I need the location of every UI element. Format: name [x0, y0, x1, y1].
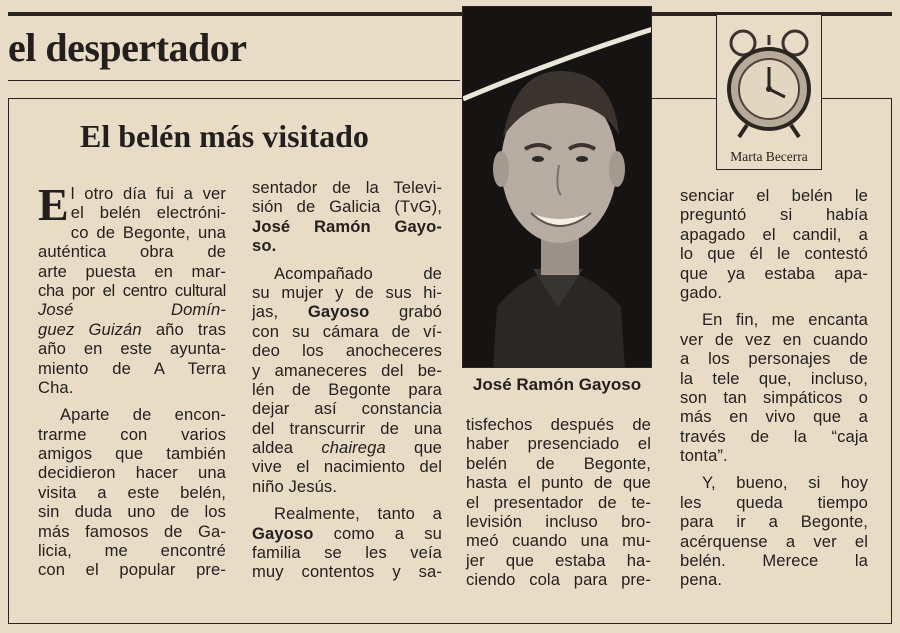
body-line: Realmente, tanto a	[274, 504, 442, 524]
body-line: sión de Galicia (TvG),	[252, 197, 442, 217]
body-line: cha por el centro cultural	[38, 280, 226, 300]
body-line: deo los anocheceres	[252, 341, 442, 361]
photo-caption: José Ramón Gayoso	[472, 375, 642, 394]
portrait-illustration	[463, 7, 652, 368]
body-line: vive el nacimiento del	[252, 457, 442, 477]
body-line: visita a este belén,	[38, 482, 226, 502]
body-line: hasta el punto de que	[466, 473, 651, 493]
body-line: tonta”.	[680, 446, 728, 466]
body-line: gado.	[680, 282, 723, 302]
body-line: más famosos de Ga-	[38, 521, 226, 541]
body-line: el presentador de te-	[466, 492, 651, 512]
body-line: guez Guizán año tras	[38, 319, 226, 339]
body-line: les queda tiempo	[680, 492, 868, 512]
body-line: belén de Begonte,	[466, 453, 651, 473]
author-name: Marta Becerra	[730, 149, 808, 164]
section-rule	[8, 80, 460, 81]
body-line: Acompañado de	[274, 263, 442, 283]
body-line: Cha.	[38, 377, 74, 397]
body-line: lén de Begonte para	[252, 379, 442, 399]
body-line: la tele que, incluso,	[680, 368, 868, 388]
body-line: co de Begonte, una	[70, 222, 226, 242]
section-title: el despertador	[8, 25, 247, 70]
body-line: José Domín-	[38, 300, 226, 320]
body-line: aldea chairega que	[252, 438, 442, 458]
body-line: tisfechos después de	[466, 415, 651, 434]
body-line: apagado el candil, a	[680, 224, 868, 244]
body-line: dejar así constancia	[252, 399, 442, 419]
body-line: que ya estaba apa-	[680, 263, 868, 283]
body-line: l otro día fui a ver	[70, 184, 226, 203]
body-line: y amaneceres del be-	[252, 360, 442, 380]
body-line: con su cámara de ví-	[252, 321, 442, 341]
article-column-3	[466, 415, 651, 590]
body-line: jer que estaba ha-	[466, 550, 651, 570]
body-line: Y, bueno, si hoy	[702, 473, 868, 493]
body-line: pena.	[680, 570, 723, 590]
body-line: lo que él le contestó	[680, 244, 868, 264]
body-line: belén. Merece la	[680, 551, 868, 571]
column-logo-box	[716, 14, 822, 170]
body-line: familia se les veía	[252, 543, 442, 563]
body-line: licia, me encontré	[38, 541, 226, 561]
body-line: jas, Gayoso grabó	[252, 302, 442, 322]
body-line: senciar el belén le	[680, 186, 868, 205]
body-line: haber presenciado el	[466, 434, 651, 454]
body-line: ciendo cola para pre-	[466, 570, 651, 590]
body-line: miento de A Terra	[38, 358, 226, 378]
body-line: Aparte de encon-	[60, 405, 226, 425]
body-line: meó cuando una mu-	[466, 531, 651, 551]
body-line: levisión incluso bro-	[466, 511, 651, 531]
body-line: sentador de la Televi-	[252, 178, 442, 197]
body-line: acérquense a ver el	[680, 531, 868, 551]
article-column-2	[252, 178, 442, 582]
article-headline: El belén más visitado	[80, 118, 369, 154]
body-line: con el popular pre-	[38, 560, 226, 580]
drop-cap: E	[38, 179, 69, 230]
body-line: año en este ayunta-	[38, 339, 226, 359]
article-column-1	[38, 179, 226, 580]
body-line: auténtica obra de	[38, 242, 226, 262]
body-line: a los personajes de	[680, 349, 868, 369]
body-line: niño Jesús.	[252, 476, 338, 496]
portrait-photo	[462, 6, 652, 368]
body-line: muy contentos y sa-	[252, 562, 442, 582]
body-line: arte puesta en mar-	[38, 261, 226, 281]
body-line: ver de vez en cuando	[680, 329, 868, 349]
body-line: decidieron hacer una	[38, 463, 226, 483]
body-line: para ir a Begonte,	[680, 512, 868, 532]
body-line: En fin, me encanta	[702, 310, 868, 330]
body-line: so.	[252, 236, 277, 256]
body-line: del transcurrir de una	[252, 418, 442, 438]
body-line: trarme con varios	[38, 424, 226, 444]
body-line: son tan simpáticos o	[680, 387, 868, 407]
body-line: Gayoso como a su	[252, 523, 442, 543]
body-line: sin duda uno de los	[38, 502, 226, 522]
body-line: José Ramón Gayo-	[252, 216, 442, 236]
body-line: el belén electróni-	[70, 203, 226, 223]
body-line: través de la “caja	[680, 426, 868, 446]
body-line: su mujer y de sus hi-	[252, 282, 442, 302]
body-line: amigos que también	[38, 444, 226, 464]
article-column-4	[680, 186, 868, 590]
body-line: más en vivo que a	[680, 407, 868, 427]
body-line: preguntó si había	[680, 205, 868, 225]
alarm-clock-icon	[717, 15, 821, 143]
